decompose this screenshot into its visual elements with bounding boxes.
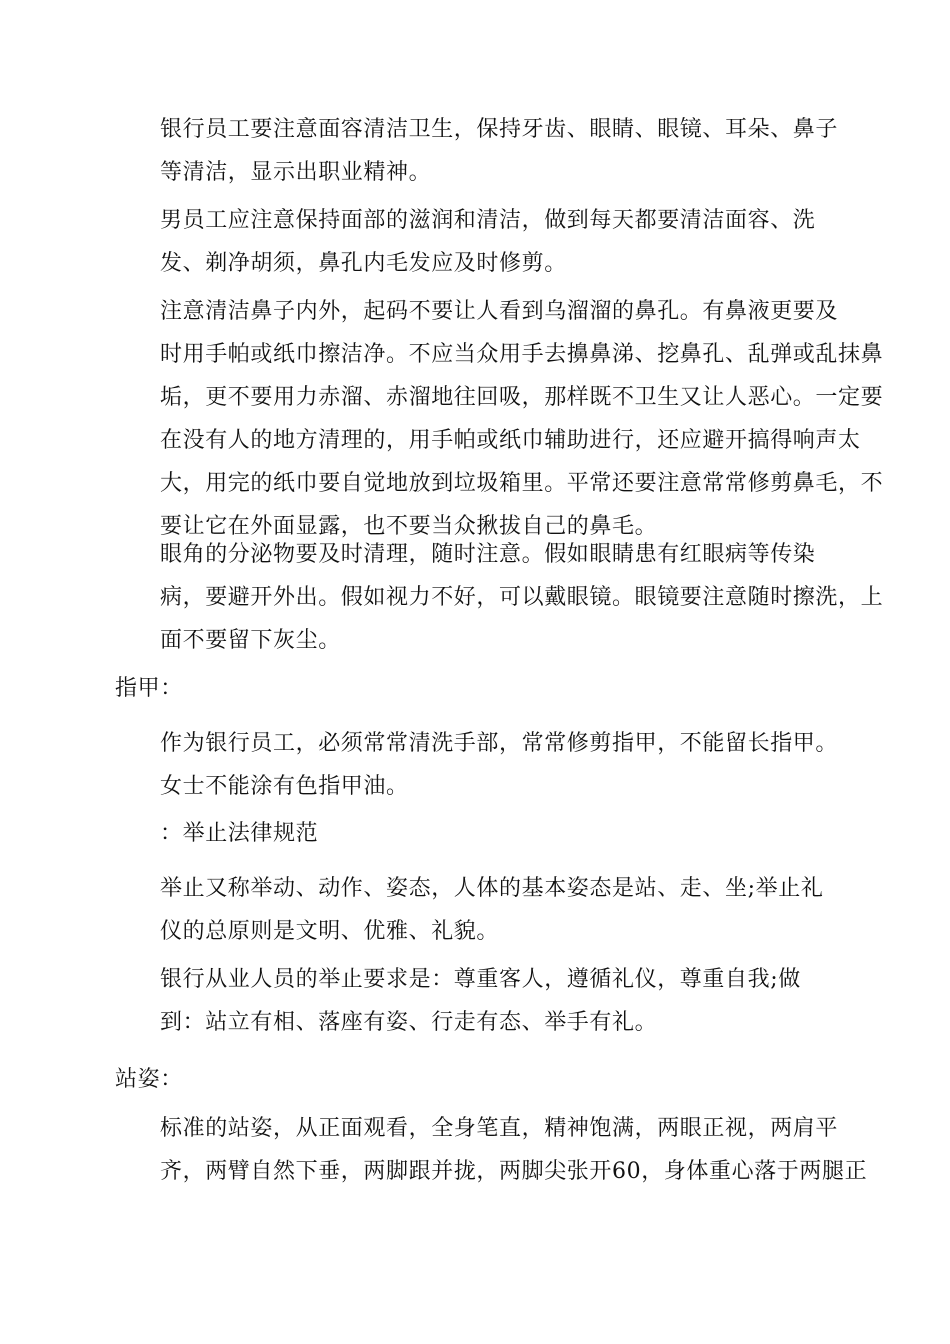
paragraph-male-grooming	[115, 199, 837, 285]
text-line: 在没有人的地方清理的，用手帕或纸巾辅助进行，还应避开搞得响声太	[160, 428, 861, 453]
heading-text: ：举止法律规范	[160, 821, 319, 846]
text-line: 要让它在外面显露，也不要当众揪拔自己的鼻毛。	[160, 514, 658, 539]
text-line: 垢，更不要用力赤溜、赤溜地往回吸，那样既不卫生又让人恶心。一定要	[160, 385, 884, 410]
text-line: 注意清洁鼻子内外，起码不要让人看到乌溜溜的鼻孔。有鼻液更要及	[160, 299, 839, 324]
paragraph-conduct-requirements	[115, 958, 837, 1044]
text-line: 男员工应注意保持面部的滋润和清洁，做到每天都要清洁面容、洗	[160, 208, 816, 233]
text-line: 眼角的分泌物要及时清理，随时注意。假如眼睛患有红眼病等传染	[160, 542, 816, 567]
text-line: 作为银行员工，必须常常清洗手部，常常修剪指甲，不能留长指甲。	[160, 731, 839, 756]
heading-text: 指甲：	[115, 676, 183, 701]
text-line: 面不要留下灰尘。	[160, 628, 341, 653]
text-line: 病，要避开外出。假如视力不好，可以戴眼镜。眼镜要注意随时擦洗，上	[160, 585, 884, 610]
text-line: 齐，两臂自然下垂，两脚跟并拢，两脚尖张开60，身体重心落于两腿正	[160, 1159, 868, 1184]
paragraph-nose-cleaning	[115, 290, 884, 548]
paragraph-eye-care	[115, 533, 884, 662]
paragraph-standing-posture	[115, 1107, 868, 1193]
heading-text: 站姿：	[115, 1067, 183, 1092]
text-line: 举止又称举动、动作、姿态，人体的基本姿态是站、走、坐;举止礼	[160, 876, 824, 901]
text-line: 等清洁，显示出职业精神。	[160, 160, 432, 185]
text-line: 到：站立有相、落座有姿、行走有态、举手有礼。	[160, 1010, 658, 1035]
paragraph-conduct-definition	[115, 867, 837, 953]
text-line: 发、剃净胡须，鼻孔内毛发应及时修剪。	[160, 251, 567, 276]
heading-standing-posture	[115, 1058, 837, 1101]
text-line: 仪的总原则是文明、优雅、礼貌。	[160, 919, 500, 944]
text-line: 时用手帕或纸巾擦洁净。不应当众用手去擤鼻涕、挖鼻孔、乱弹或乱抹鼻	[160, 342, 884, 367]
text-line: 标准的站姿，从正面观看，全身笔直，精神饱满，两眼正视，两肩平	[160, 1116, 839, 1141]
heading-nails	[115, 667, 837, 710]
paragraph-nail-care	[115, 722, 837, 808]
text-line: 女士不能涂有色指甲油。	[160, 774, 409, 799]
text-line: 银行员工要注意面容清洁卫生，保持牙齿、眼睛、眼镜、耳朵、鼻子	[160, 117, 839, 142]
text-line: 大，用完的纸巾要自觉地放到垃圾箱里。平常还要注意常常修剪鼻毛，不	[160, 471, 884, 496]
heading-conduct-norms	[115, 812, 837, 855]
text-line: 银行从业人员的举止要求是：尊重客人，遵循礼仪，尊重自我;做	[160, 967, 801, 992]
paragraph-face-hygiene	[115, 108, 837, 194]
